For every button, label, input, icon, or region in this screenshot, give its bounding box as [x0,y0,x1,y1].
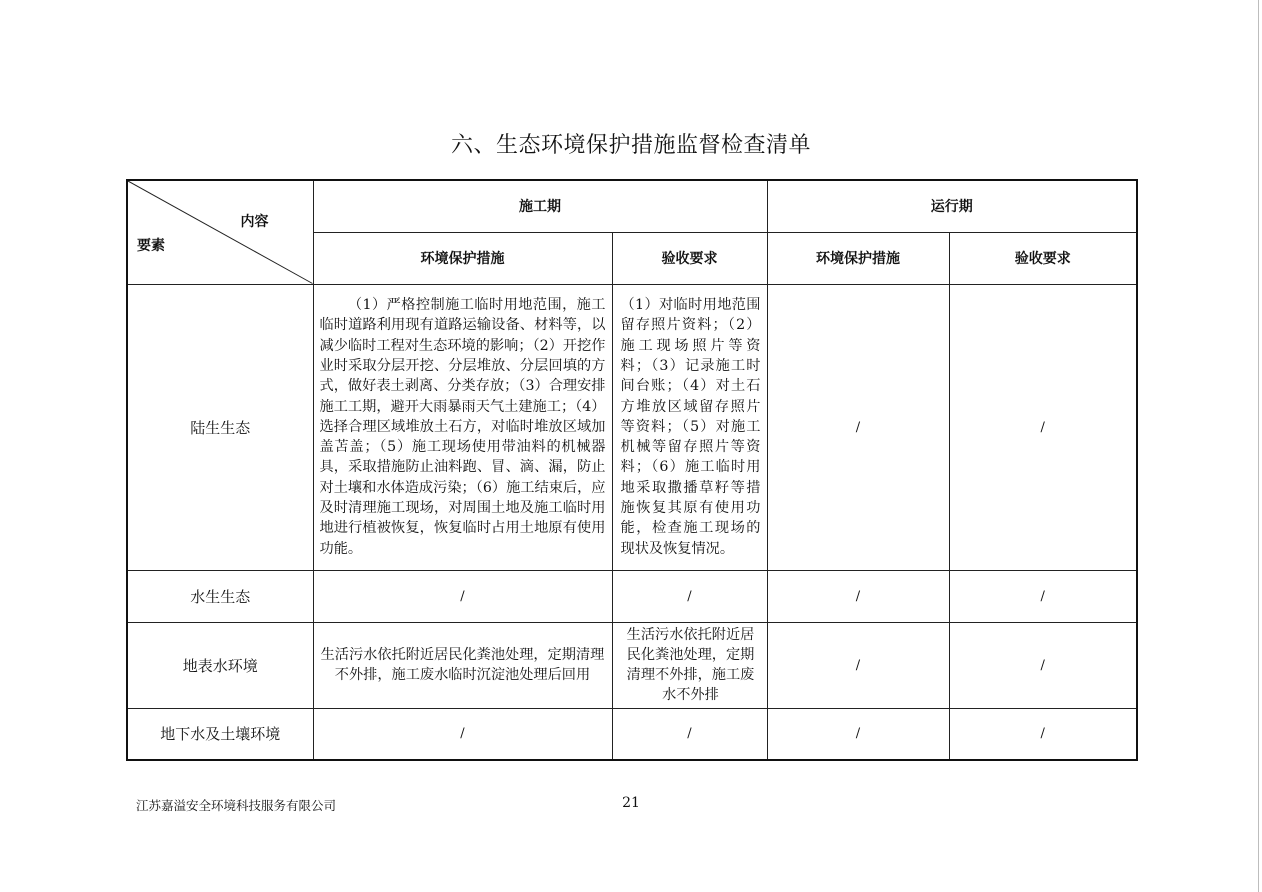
construction-acceptance-text: （1）对临时用地范围留存照片资料；（2）施工现场照片等资料；（3）记录施工时间台账；（4）对土石方堆放区域留存照片等资料；（5）对施工机械等留存照片等资料；（6）施工临时用地采取撒播草籽等措施恢复其原有使用功能，检查施工现场的现状及恢复情况。 [620,297,761,557]
operation-period-header: 运行期 [767,180,1137,232]
operation-measures-cell: / [767,622,949,708]
operation-acceptance-cell: / [949,708,1137,760]
operation-acceptance-cell: / [949,284,1137,570]
row-element-label: 水生生态 [127,570,313,622]
row-element-label: 地表水环境 [127,622,313,708]
row-element-label: 陆生生态 [127,284,313,570]
construction-acceptance-cell: / [612,570,767,622]
construction-acceptance-cell [612,284,767,570]
construction-acceptance-cell [612,622,767,708]
table-row [127,622,1137,708]
construction-measures-cell: / [313,708,612,760]
construction-acceptance-header: 验收要求 [612,232,767,284]
diagonal-divider [128,181,313,284]
corner-element-label: 要素 [137,238,165,254]
operation-acceptance-cell: / [949,622,1137,708]
operation-measures-header: 环境保护措施 [767,232,949,284]
footer-page-number: 21 [622,795,640,811]
construction-acceptance-text: 生活污水依托附近居民化粪池处理，定期清理不外排，施工废水不外排 [626,626,755,704]
construction-measures-cell: / [313,570,612,622]
table-row [127,284,1137,570]
corner-header-cell [127,180,313,284]
operation-acceptance-cell: / [949,570,1137,622]
construction-period-header: 施工期 [313,180,767,232]
operation-measures-cell: / [767,708,949,760]
construction-acceptance-cell: / [612,708,767,760]
construction-measures-cell [313,284,612,570]
construction-measures-text: （1）严格控制施工临时用地范围，施工临时道路利用现有道路运输设备、材料等，以减少临时工程对生态环境的影响；（2）开挖作业时采取分层开挖、分层堆放、分层回填的方式，做好表土剥离、分类存放；（3）合理安排施工工期，避开大雨暴雨天气土建施工；（4）选择合理区域堆放土石方，对临时堆放区域加盖苫盖；（5）施工现场使用带油料的机械器具，采取措施防止油料跑、冒、滴、漏，防止对土壤和水体造成污染；（6）施工结束后，应及时清理施工现场，对周围土地及施工临时用地进行植被恢复，恢复临时占用土地原有使用功能。 [319,297,606,557]
operation-measures-cell: / [767,284,949,570]
construction-measures-cell [313,622,612,708]
table-row [127,708,1137,760]
corner-content-label: 内容 [240,214,269,230]
construction-measures-text: 生活污水依托附近居民化粪池处理，定期清理不外排，施工废水临时沉淀池处理后回用 [320,646,605,684]
row-element-label: 地下水及土壤环境 [127,708,313,760]
footer-company-name: 江苏嘉溢安全环境科技服务有限公司 [136,798,337,813]
operation-acceptance-header: 验收要求 [949,232,1137,284]
header-row-periods [127,180,1137,232]
document-title: 六、生态环境保护措施监督检查清单 [450,133,811,158]
construction-measures-header: 环境保护措施 [313,232,612,284]
table-row [127,570,1137,622]
inspection-checklist-table [126,179,1138,761]
operation-measures-cell: / [767,570,949,622]
